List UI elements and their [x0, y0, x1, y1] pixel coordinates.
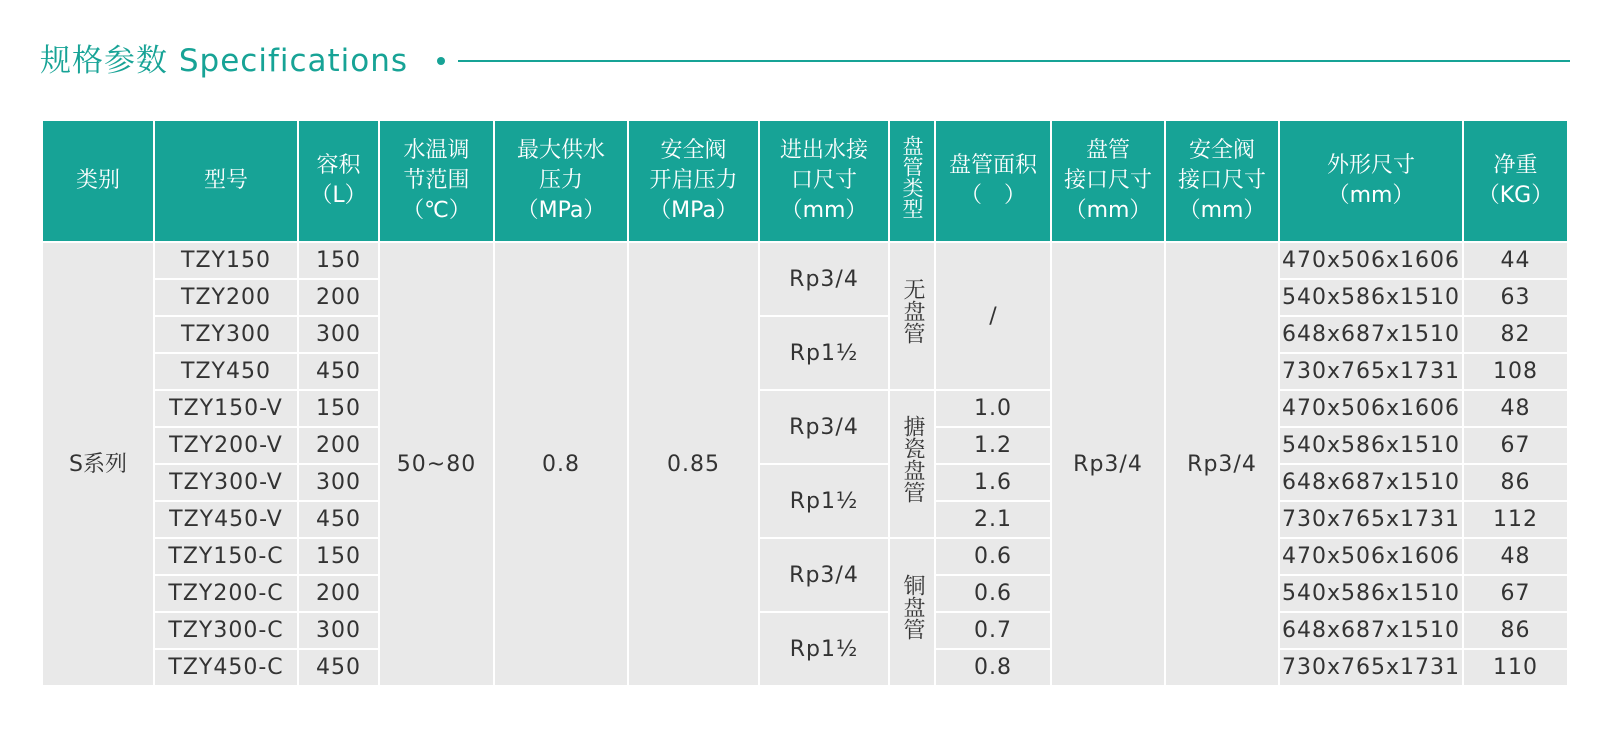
- coil-area-cell: /: [935, 242, 1051, 390]
- title-dot: [437, 57, 445, 65]
- model-cell: TZY200-V: [154, 427, 298, 464]
- coil-area-cell: 1.6: [935, 464, 1051, 501]
- coil-type-cell: 搪瓷盘管: [889, 390, 935, 538]
- dimensions-cell: 470x506x1606: [1279, 538, 1463, 575]
- dimensions-cell: 470x506x1606: [1279, 242, 1463, 279]
- inout-size-cell: Rp1½: [759, 464, 889, 538]
- volume-cell: 450: [298, 353, 379, 390]
- model-cell: TZY150: [154, 242, 298, 279]
- table-row: [42, 316, 1568, 353]
- inout-size-cell: Rp3/4: [759, 390, 889, 464]
- title-row: [40, 38, 1570, 86]
- coil-area-cell: 1.0: [935, 390, 1051, 427]
- table-row: [42, 612, 1568, 649]
- volume-cell: 300: [298, 464, 379, 501]
- header-weight: 净重 （KG）: [1463, 120, 1568, 242]
- dimensions-cell: 648x687x1510: [1279, 464, 1463, 501]
- dimensions-cell: 648x687x1510: [1279, 316, 1463, 353]
- category-cell: S系列: [42, 242, 154, 686]
- valve-pressure-cell: 0.85: [628, 242, 759, 686]
- header-row: [42, 120, 1568, 242]
- weight-cell: 108: [1463, 353, 1568, 390]
- dimensions-cell: 730x765x1731: [1279, 501, 1463, 538]
- volume-cell: 200: [298, 575, 379, 612]
- inout-size-cell: Rp1½: [759, 612, 889, 686]
- dimensions-cell: 730x765x1731: [1279, 353, 1463, 390]
- volume-cell: 300: [298, 316, 379, 353]
- inout-size-cell: Rp3/4: [759, 242, 889, 316]
- model-cell: TZY150-V: [154, 390, 298, 427]
- coil-area-cell: 0.7: [935, 612, 1051, 649]
- table-row: [42, 242, 1568, 279]
- weight-cell: 82: [1463, 316, 1568, 353]
- coil-area-cell: 0.6: [935, 538, 1051, 575]
- model-cell: TZY200-C: [154, 575, 298, 612]
- dimensions-cell: 648x687x1510: [1279, 612, 1463, 649]
- weight-cell: 86: [1463, 464, 1568, 501]
- model-cell: TZY150-C: [154, 538, 298, 575]
- spec-table: [41, 119, 1569, 687]
- model-cell: TZY300-V: [154, 464, 298, 501]
- weight-cell: 67: [1463, 427, 1568, 464]
- coil-type-cell: 无盘管: [889, 242, 935, 390]
- dimensions-cell: 730x765x1731: [1279, 649, 1463, 686]
- volume-cell: 150: [298, 538, 379, 575]
- weight-cell: 63: [1463, 279, 1568, 316]
- volume-cell: 300: [298, 612, 379, 649]
- header-coil-type: 盘管类型: [889, 120, 935, 242]
- header-coil-port: 盘管 接口尺寸 （mm）: [1051, 120, 1165, 242]
- valve-port-cell: Rp3/4: [1165, 242, 1279, 686]
- header-model: 型号: [154, 120, 298, 242]
- model-cell: TZY450-C: [154, 649, 298, 686]
- page-title: 规格参数 Specifications: [40, 43, 409, 79]
- header-coil-area: 盘管面积 （ ）: [935, 120, 1051, 242]
- dimensions-cell: 540x586x1510: [1279, 427, 1463, 464]
- max-pressure-cell: 0.8: [494, 242, 628, 686]
- header-dimensions: 外形尺寸 （mm）: [1279, 120, 1463, 242]
- table-row: [42, 464, 1568, 501]
- volume-cell: 450: [298, 501, 379, 538]
- volume-cell: 150: [298, 390, 379, 427]
- header-max-pressure: 最大供水 压力 （MPa）: [494, 120, 628, 242]
- coil-type-cell: 铜盘管: [889, 538, 935, 686]
- weight-cell: 48: [1463, 538, 1568, 575]
- weight-cell: 112: [1463, 501, 1568, 538]
- coil-area-cell: 0.6: [935, 575, 1051, 612]
- model-cell: TZY200: [154, 279, 298, 316]
- inout-size-cell: Rp1½: [759, 316, 889, 390]
- weight-cell: 86: [1463, 612, 1568, 649]
- header-category: 类别: [42, 120, 154, 242]
- inout-size-cell: Rp3/4: [759, 538, 889, 612]
- model-cell: TZY300-C: [154, 612, 298, 649]
- header-valve-port: 安全阀 接口尺寸 （mm）: [1165, 120, 1279, 242]
- volume-cell: 200: [298, 279, 379, 316]
- coil-area-cell: 2.1: [935, 501, 1051, 538]
- weight-cell: 44: [1463, 242, 1568, 279]
- table-row: [42, 538, 1568, 575]
- coil-area-cell: 0.8: [935, 649, 1051, 686]
- weight-cell: 48: [1463, 390, 1568, 427]
- dimensions-cell: 540x586x1510: [1279, 279, 1463, 316]
- volume-cell: 200: [298, 427, 379, 464]
- coil-area-cell: 1.2: [935, 427, 1051, 464]
- model-cell: TZY450-V: [154, 501, 298, 538]
- dimensions-cell: 470x506x1606: [1279, 390, 1463, 427]
- volume-cell: 150: [298, 242, 379, 279]
- header-volume: 容积 （L）: [298, 120, 379, 242]
- title-rule: [458, 60, 1570, 62]
- coil-port-cell: Rp3/4: [1051, 242, 1165, 686]
- weight-cell: 67: [1463, 575, 1568, 612]
- header-temp-range: 水温调 节范围 （℃）: [379, 120, 494, 242]
- header-inout-size: 进出水接 口尺寸 （mm）: [759, 120, 889, 242]
- model-cell: TZY450: [154, 353, 298, 390]
- temp-range-cell: 50~80: [379, 242, 494, 686]
- model-cell: TZY300: [154, 316, 298, 353]
- header-valve-pressure: 安全阀 开启压力 （MPa）: [628, 120, 759, 242]
- table-row: [42, 390, 1568, 427]
- dimensions-cell: 540x586x1510: [1279, 575, 1463, 612]
- weight-cell: 110: [1463, 649, 1568, 686]
- volume-cell: 450: [298, 649, 379, 686]
